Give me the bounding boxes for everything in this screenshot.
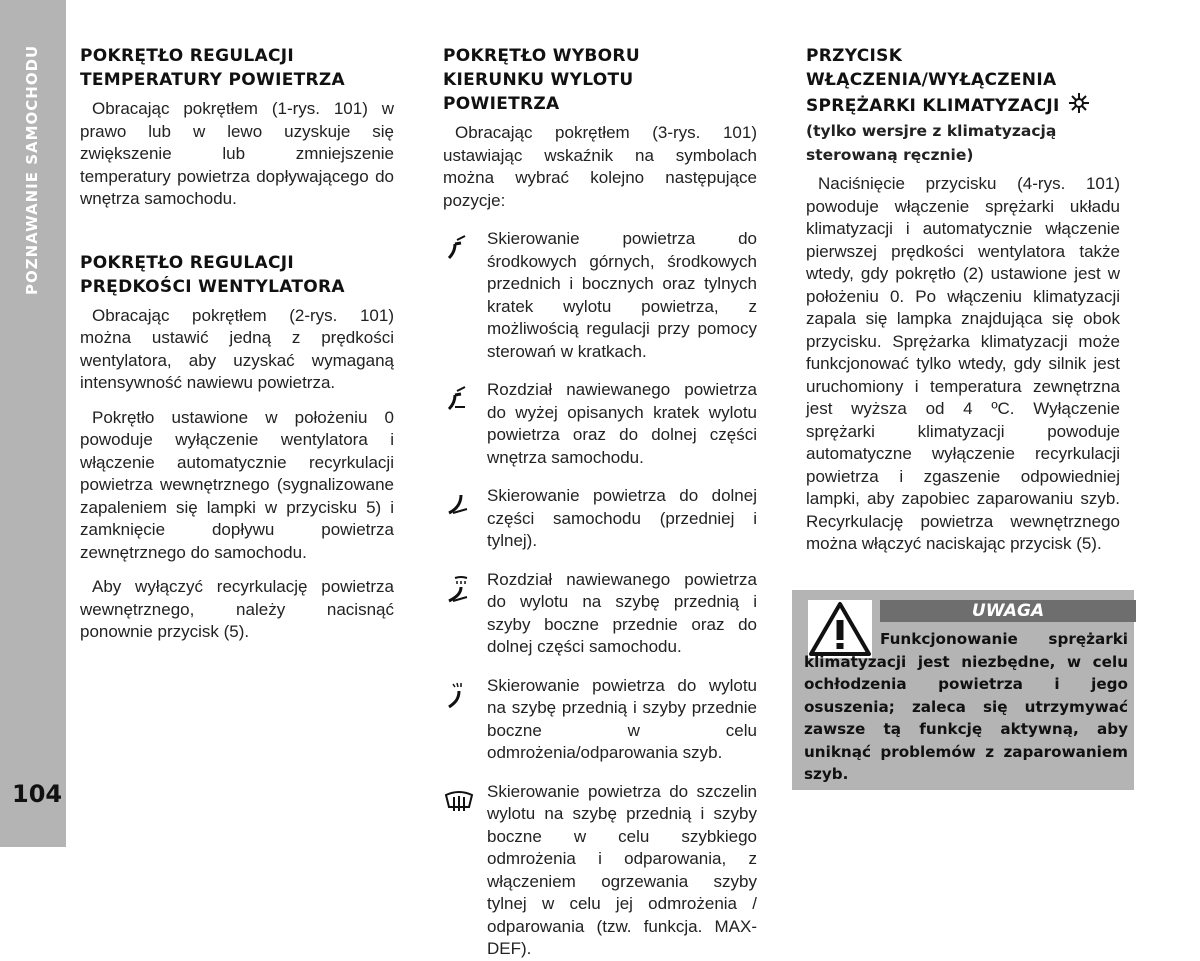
column-1 — [80, 44, 394, 644]
heading-compressor-3: SPRĘŻARKI KLIMATYZACJI — [806, 95, 1060, 116]
heading-fan-speed-1: POKRĘTŁO REGULACJI — [80, 252, 295, 273]
item-text: Skierowanie powietrza do środkowych górnych, środkowych przednich i bocznych oraz tylnych kratek wylotu powietrza, z możliwością regulacji przy pomocy sterowań w kratkach. — [487, 229, 757, 361]
heading-direction-2: KIERUNKU WYLOTU — [443, 70, 634, 90]
list-item — [443, 228, 757, 363]
column-3 — [806, 44, 1120, 556]
paragraph-fan-speed: Obracając pokrętłem (2-rys. 101) można ustawić jedną z prędkości wentylatora, aby uzyskać wymaganą intensywność nawiewu powietrza. — [80, 305, 394, 392]
heading-fan-speed-2: PRĘDKOŚCI WENTYLATORA — [80, 276, 345, 297]
feet-vent-icon — [443, 485, 487, 517]
warning-box — [792, 590, 1134, 790]
windshield-vent-icon — [443, 675, 487, 711]
heading-temperature-1: POKRĘTŁO REGULACJI — [80, 46, 295, 66]
windshield-feet-vent-icon — [443, 569, 487, 605]
list-item — [443, 485, 757, 553]
paragraph-recirculation: Aby wyłączyć recyrkulację powietrza wewnętrznego, należy nacisnąć ponownie przycisk (5). — [80, 577, 394, 641]
section-title: POZNAWANIE SAMOCHODU — [23, 45, 41, 296]
item-text: Skierowanie powietrza do szczelin wylotu na szybę przednią i szyby boczne w celu szybkiego odmrożenia i odparowania, z włączeniem ogrzewania szyby tylnej w celu jej odmrożenia / odparowania (tzw. funkcja. MAX-DEF). — [487, 781, 757, 958]
paragraph-compressor: Naciśnięcie przycisku (4-rys. 101) powoduje włączenie sprężarki układu klimatyzacji i automatycznie włączenie pierwszej prędkości wentylatora także wtedy, gdy pokrętło (2) ustawione jest w położeniu 0. Po włączeniu klimatyzacji zapala się lampka znajdująca się obok przycisku. Sprężarka klimatyzacji może funkcjonować tylko wtedy, gdy silnik jest uruchomiony i temperatura zewnętrzna jest wyższa od 4 ºC. Wyłączenie sprężarki klimatyzacji powoduje automatyczne wyłączenie recyrkulacji powietrza i zgaszenie odpowiedniej lampki, aby zapobiec zaparowaniu szyb. Recyrkulację powietrza wewnętrznego można włączyć naciskając przycisk (5). — [806, 174, 1120, 553]
max-defrost-icon — [443, 781, 487, 813]
warning-title: UWAGA — [880, 600, 1136, 622]
paragraph-direction-intro: Obracając pokrętłem (3-rys. 101) ustawiając wskaźnik na symbolach można wybrać kolejno następujące pozycje: — [443, 123, 757, 210]
subheading-1: (tylko wersjre z klimatyzacją — [806, 122, 1057, 140]
warning-body: Funkcjonowanie sprężarki klimatyzacji jest niezbędne, w celu ochłodzenia powietrza i jego osuszenia; zaleca się utrzymywać zawsze tą funkcję aktywną, aby uniknąć problemów z zaparowaniem szyb. — [804, 630, 1128, 783]
column-2 — [443, 44, 757, 961]
subheading-2: sterowaną ręcznie) — [806, 146, 974, 164]
item-text: Rozdział nawiewanego powietrza do wyżej opisanych kratek wylotu powietrza oraz do dolnej części wnętrza samochodu. — [487, 380, 757, 467]
list-item — [443, 569, 757, 659]
heading-compressor-2: WŁĄCZENIA/WYŁĄCZENIA — [806, 70, 1057, 90]
list-item — [443, 675, 757, 765]
sidebar — [0, 0, 66, 847]
item-text: Rozdział nawiewanego powietrza do wylotu na szybę przednią i szyby boczne przednie oraz do dolnej części samochodu. — [487, 569, 757, 656]
face-feet-vent-icon — [443, 379, 487, 411]
paragraph-fan-off: Pokrętło ustawione w położeniu 0 powoduje wyłączenie wentylatora i włączenie automatycznie recyrkulacji powietrza wewnętrznego (sygnalizowane zapaleniem się lampki w przycisku 5) i zamknięcie dopływu powietrza zewnętrznego do samochodu. — [80, 407, 394, 562]
heading-temperature-2: TEMPERATURY POWIETRZA — [80, 70, 345, 90]
snowflake-icon — [1068, 92, 1090, 119]
warning-text — [804, 628, 1128, 786]
heading-compressor-1: PRZYCISK — [806, 46, 903, 66]
paragraph-temperature: Obracając pokrętłem (1-rys. 101) w prawo lub w lewo uzyskuje się zwiększenie lub zmniejszenie temperatury powietrza dopływającego do wnętrza samochodu. — [80, 99, 394, 208]
item-text: Skierowanie powietrza do wylotu na szybę przednią i szyby przednie boczne w celu odmrożenia/odparowania szyb. — [487, 675, 757, 762]
item-text: Skierowanie powietrza do dolnej części samochodu (przedniej i tylnej). — [487, 486, 757, 550]
list-item — [443, 379, 757, 469]
list-item — [443, 781, 757, 961]
heading-direction-3: POWIETRZA — [443, 94, 560, 114]
face-vent-icon — [443, 228, 487, 260]
heading-direction-1: POKRĘTŁO WYBORU — [443, 46, 640, 66]
page-number: 104 — [12, 780, 63, 808]
